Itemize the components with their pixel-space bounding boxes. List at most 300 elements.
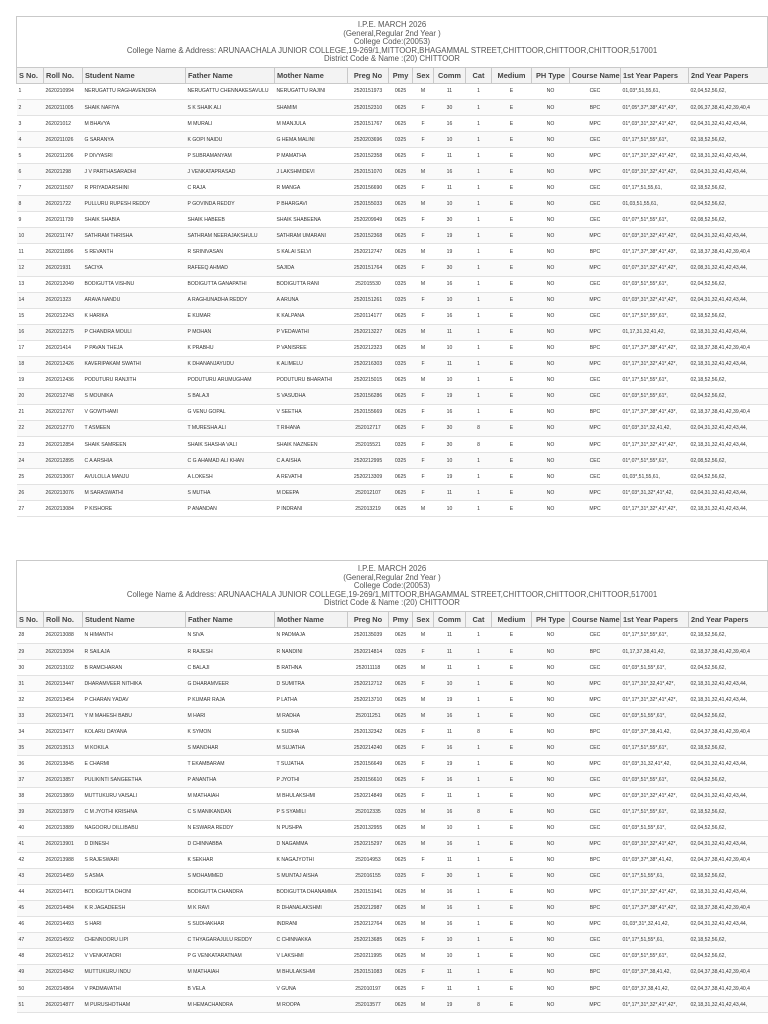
cell-student-name: P DIVYASRI bbox=[83, 148, 186, 164]
cell-student-name: KOLARU DAYANA bbox=[83, 724, 186, 740]
cell-course-name: MPC bbox=[570, 836, 621, 852]
table-row bbox=[17, 372, 768, 388]
cell-cat: 1 bbox=[466, 772, 492, 788]
cell-first-year-papers: 01,17,37,38,41,42, bbox=[621, 644, 689, 660]
table-row bbox=[17, 820, 768, 836]
cell-second-year-papers: 02,04,37,38,41,42,39,40,4 bbox=[689, 724, 768, 740]
cell-comm: 16 bbox=[434, 708, 466, 724]
cell-cat: 1 bbox=[466, 916, 492, 932]
cell-ph-type: NO bbox=[532, 884, 570, 900]
cell-roll-no: 2620213102 bbox=[44, 660, 83, 676]
cell-course-name: BPC bbox=[570, 100, 621, 116]
cell-cat: 1 bbox=[466, 340, 492, 356]
cell-student-name: PULIKINTI SANGEETHA bbox=[83, 772, 186, 788]
cell-sex: F bbox=[413, 868, 434, 884]
cell-preg-no: 2520212712 bbox=[348, 676, 389, 692]
cell-medium: E bbox=[492, 83, 532, 99]
cell-course-name: CEC bbox=[570, 308, 621, 324]
cell-comm: 30 bbox=[434, 100, 466, 116]
table-row bbox=[17, 740, 768, 756]
cell-mother-name: A ARUNA bbox=[275, 292, 348, 308]
cell-student-name: N HIMANTH bbox=[83, 627, 186, 643]
cell-comm: 30 bbox=[434, 437, 466, 453]
cell-pmy: 0625 bbox=[389, 83, 413, 99]
cell-sex: M bbox=[413, 164, 434, 180]
cell-student-name: AVULOLLA MANJU bbox=[83, 469, 186, 485]
cell-first-year-papers: 01*,07*,51*,55*,61*, bbox=[621, 453, 689, 469]
cell-second-year-papers: 02,18,37,38,41,42,39,40,4 bbox=[689, 644, 768, 660]
exam-title: I.P.E. MARCH 2026 bbox=[357, 564, 427, 573]
cell-sex: M bbox=[413, 692, 434, 708]
cell-mother-name: G HEMA MALINI bbox=[275, 132, 348, 148]
cell-ph-type: NO bbox=[532, 660, 570, 676]
table-row bbox=[17, 404, 768, 420]
cell-first-year-papers: 01*,03*,31*,32*,41*,42*, bbox=[621, 116, 689, 132]
cell-cat: 1 bbox=[466, 308, 492, 324]
cell-roll-no: 2620211206 bbox=[44, 148, 83, 164]
cell-course-name: MPC bbox=[570, 997, 621, 1013]
cell-roll-no: 2620211005 bbox=[44, 100, 83, 116]
cell-sex: F bbox=[413, 356, 434, 372]
cell-first-year-papers: 01*,17*,37*,38*,41*,43*, bbox=[621, 404, 689, 420]
cell-father-name: M HARI bbox=[186, 708, 275, 724]
cell-roll-no: 2620213094 bbox=[44, 644, 83, 660]
cell-ph-type: NO bbox=[532, 260, 570, 276]
cell-preg-no: 2520132342 bbox=[348, 724, 389, 740]
cell-cat: 1 bbox=[466, 884, 492, 900]
cell-roll-no: 2620211739 bbox=[44, 212, 83, 228]
cell-roll-no: 2620214471 bbox=[44, 884, 83, 900]
cell-comm: 11 bbox=[434, 356, 466, 372]
cell-course-name: CEC bbox=[570, 772, 621, 788]
table-row bbox=[17, 660, 768, 676]
cell-roll-no: 2620214877 bbox=[44, 997, 83, 1013]
cell-second-year-papers: 02,04,31,32,41,42,43,44, bbox=[689, 916, 768, 932]
cell-course-name: MPC bbox=[570, 676, 621, 692]
cell-ph-type: NO bbox=[532, 276, 570, 292]
cell-medium: E bbox=[492, 948, 532, 964]
cell-sno: 13 bbox=[17, 276, 44, 292]
cell-father-name: C BALAJI bbox=[186, 660, 275, 676]
cell-medium: E bbox=[492, 212, 532, 228]
cell-cat: 1 bbox=[466, 356, 492, 372]
cell-ph-type: NO bbox=[532, 804, 570, 820]
district-name: District Code & Name :(20) CHITTOOR bbox=[324, 54, 460, 64]
cell-medium: E bbox=[492, 356, 532, 372]
cell-father-name: P ANANDAN bbox=[186, 501, 275, 517]
cell-sno: 45 bbox=[17, 900, 44, 916]
college-address: College Name & Address: ARUNAACHALA JUNIOR COLLEGE,19-269/1,MITTOOR,BHAGAMMAL STREET,CHITTOOR,CHITTOOR,CHITTOOR,517001 bbox=[126, 45, 658, 55]
cell-comm: 10 bbox=[434, 501, 466, 517]
cell-roll-no: 2620212426 bbox=[44, 356, 83, 372]
cell-student-name: SHAIK NAFIYA bbox=[83, 100, 186, 116]
column-header-pmy: Pmy bbox=[389, 67, 413, 83]
cell-ph-type: NO bbox=[532, 501, 570, 517]
cell-medium: E bbox=[492, 852, 532, 868]
cell-pmy: 0625 bbox=[389, 372, 413, 388]
cell-medium: E bbox=[492, 804, 532, 820]
cell-ph-type: NO bbox=[532, 244, 570, 260]
cell-course-name: BPC bbox=[570, 404, 621, 420]
cell-ph-type: NO bbox=[532, 292, 570, 308]
cell-roll-no: 2620213845 bbox=[44, 756, 83, 772]
cell-sno: 39 bbox=[17, 804, 44, 820]
cell-course-name: CEC bbox=[570, 660, 621, 676]
table-row bbox=[17, 148, 768, 164]
column-header-preg-no: Preg No bbox=[348, 611, 389, 627]
cell-preg-no: 252015530 bbox=[348, 276, 389, 292]
cell-medium: E bbox=[492, 388, 532, 404]
column-header-first-year-papers: 1st Year Papers bbox=[621, 67, 689, 83]
column-header-second-year-papers: 2nd Year Papers bbox=[689, 611, 768, 627]
cell-sex: M bbox=[413, 660, 434, 676]
cell-comm: 19 bbox=[434, 469, 466, 485]
cell-cat: 1 bbox=[466, 708, 492, 724]
cell-second-year-papers: 02,04,31,32,41,42,43,44, bbox=[689, 420, 768, 436]
cell-cat: 8 bbox=[466, 437, 492, 453]
cell-roll-no: 2620214493 bbox=[44, 916, 83, 932]
cell-preg-no: 252016155 bbox=[348, 868, 389, 884]
cell-course-name: MPC bbox=[570, 501, 621, 517]
table-body bbox=[17, 627, 768, 1012]
cell-sno: 12 bbox=[17, 260, 44, 276]
cell-student-name: M KOKILA bbox=[83, 740, 186, 756]
table-row bbox=[17, 292, 768, 308]
cell-medium: E bbox=[492, 404, 532, 420]
cell-sex: M bbox=[413, 916, 434, 932]
cell-father-name: T MURESHA ALI bbox=[186, 420, 275, 436]
cell-pmy: 0625 bbox=[389, 740, 413, 756]
cell-first-year-papers: 01,03*,31*,32,41,42, bbox=[621, 916, 689, 932]
cell-first-year-papers: 01*,03*,37,38,41,42, bbox=[621, 981, 689, 997]
cell-father-name: K GOPI NAIDU bbox=[186, 132, 275, 148]
cell-medium: E bbox=[492, 420, 532, 436]
cell-mother-name: N PADMAJA bbox=[275, 627, 348, 643]
cell-roll-no: 262021414 bbox=[44, 340, 83, 356]
column-header-roll-no: Roll No. bbox=[44, 611, 83, 627]
cell-pmy: 0625 bbox=[389, 485, 413, 501]
table-row bbox=[17, 212, 768, 228]
cell-sno: 32 bbox=[17, 692, 44, 708]
document-page-1 bbox=[16, 16, 768, 530]
cell-pmy: 0625 bbox=[389, 932, 413, 948]
cell-medium: E bbox=[492, 244, 532, 260]
cell-course-name: CEC bbox=[570, 948, 621, 964]
cell-course-name: MPC bbox=[570, 228, 621, 244]
cell-first-year-papers: 01*,17*,31*,32*,41*,42*, bbox=[621, 997, 689, 1013]
cell-medium: E bbox=[492, 260, 532, 276]
cell-student-name: S REVANTH bbox=[83, 244, 186, 260]
cell-mother-name: SHAIK NAZNEEN bbox=[275, 437, 348, 453]
cell-comm: 16 bbox=[434, 308, 466, 324]
cell-cat: 1 bbox=[466, 132, 492, 148]
cell-roll-no: 2620213477 bbox=[44, 724, 83, 740]
cell-cat: 1 bbox=[466, 836, 492, 852]
cell-mother-name: BODIGUTTA DHANAMMA bbox=[275, 884, 348, 900]
cell-sno: 33 bbox=[17, 708, 44, 724]
cell-mother-name: C A AISHA bbox=[275, 453, 348, 469]
cell-pmy: 0325 bbox=[389, 453, 413, 469]
cell-comm: 16 bbox=[434, 804, 466, 820]
cell-pmy: 0625 bbox=[389, 196, 413, 212]
cell-student-name: P PAVAN THEJA bbox=[83, 340, 186, 356]
cell-roll-no: 2620213901 bbox=[44, 836, 83, 852]
cell-comm: 19 bbox=[434, 228, 466, 244]
table-row bbox=[17, 708, 768, 724]
cell-second-year-papers: 02,18,31,32,41,42,43,44, bbox=[689, 501, 768, 517]
cell-medium: E bbox=[492, 276, 532, 292]
cell-medium: E bbox=[492, 292, 532, 308]
cell-sno: 10 bbox=[17, 228, 44, 244]
cell-course-name: CEC bbox=[570, 627, 621, 643]
cell-student-name: D DINESH bbox=[83, 836, 186, 852]
cell-ph-type: NO bbox=[532, 388, 570, 404]
cell-sex: M bbox=[413, 324, 434, 340]
cell-sno: 23 bbox=[17, 437, 44, 453]
cell-course-name: CEC bbox=[570, 388, 621, 404]
cell-father-name: BODIGUTTA GANAPATHI bbox=[186, 276, 275, 292]
cell-ph-type: NO bbox=[532, 148, 570, 164]
cell-father-name: SHAIK HABEEB bbox=[186, 212, 275, 228]
cell-course-name: MPC bbox=[570, 437, 621, 453]
cell-pmy: 0625 bbox=[389, 788, 413, 804]
cell-roll-no: 2620211507 bbox=[44, 180, 83, 196]
cell-roll-no: 2620213879 bbox=[44, 804, 83, 820]
cell-preg-no: 2520151083 bbox=[348, 964, 389, 980]
cell-student-name: V PADMAVATHI bbox=[83, 981, 186, 997]
cell-ph-type: NO bbox=[532, 356, 570, 372]
cell-first-year-papers: 01*,17*,51*,55*,61*, bbox=[621, 132, 689, 148]
column-header-course-name: Course Name bbox=[570, 67, 621, 83]
table-header-row bbox=[17, 67, 768, 83]
cell-roll-no: 2620213076 bbox=[44, 485, 83, 501]
cell-sno: 40 bbox=[17, 820, 44, 836]
cell-medium: E bbox=[492, 453, 532, 469]
cell-father-name: S MUTHA bbox=[186, 485, 275, 501]
cell-second-year-papers: 02,08,52,56,62, bbox=[689, 212, 768, 228]
cell-pmy: 0625 bbox=[389, 501, 413, 517]
table-row bbox=[17, 756, 768, 772]
cell-preg-no: 2520212987 bbox=[348, 900, 389, 916]
cell-sex: M bbox=[413, 372, 434, 388]
cell-pmy: 0625 bbox=[389, 164, 413, 180]
cell-medium: E bbox=[492, 372, 532, 388]
cell-mother-name: SHAIK SHABEENA bbox=[275, 212, 348, 228]
table-row bbox=[17, 228, 768, 244]
cell-second-year-papers: 02,18,31,32,41,42,43,44, bbox=[689, 437, 768, 453]
cell-second-year-papers: 02,08,31,32,41,42,43,44, bbox=[689, 260, 768, 276]
cell-course-name: BPC bbox=[570, 852, 621, 868]
column-header-comm: Comm bbox=[434, 611, 466, 627]
cell-course-name: BPC bbox=[570, 724, 621, 740]
cell-pmy: 0625 bbox=[389, 340, 413, 356]
cell-second-year-papers: 02,04,31,32,41,42,43,44, bbox=[689, 836, 768, 852]
cell-first-year-papers: 01*,17*,51*,55*,61*, bbox=[621, 740, 689, 756]
cell-preg-no: 2520203696 bbox=[348, 132, 389, 148]
cell-roll-no: 2620212436 bbox=[44, 372, 83, 388]
cell-father-name: SATHRAM NEERAJAKSHULU bbox=[186, 228, 275, 244]
cell-mother-name: V SEETHA bbox=[275, 404, 348, 420]
column-header-medium: Medium bbox=[492, 611, 532, 627]
cell-mother-name: P LATHA bbox=[275, 692, 348, 708]
cell-medium: E bbox=[492, 932, 532, 948]
cell-roll-no: 262021012 bbox=[44, 116, 83, 132]
cell-roll-no: 2620214484 bbox=[44, 900, 83, 916]
cell-cat: 1 bbox=[466, 212, 492, 228]
document-page-2 bbox=[16, 560, 768, 1024]
cell-cat: 1 bbox=[466, 372, 492, 388]
cell-preg-no: 2520151070 bbox=[348, 164, 389, 180]
cell-roll-no: 2620212748 bbox=[44, 388, 83, 404]
cell-roll-no: 2620213088 bbox=[44, 627, 83, 643]
cell-ph-type: NO bbox=[532, 868, 570, 884]
cell-pmy: 0325 bbox=[389, 276, 413, 292]
column-header-ph-type: PH Type bbox=[532, 611, 570, 627]
cell-sno: 41 bbox=[17, 836, 44, 852]
cell-second-year-papers: 02,18,37,38,41,42,39,40,4 bbox=[689, 900, 768, 916]
cell-medium: E bbox=[492, 788, 532, 804]
column-header-comm: Comm bbox=[434, 67, 466, 83]
cell-first-year-papers: 01*,17*,31*,32,41*,42*, bbox=[621, 676, 689, 692]
cell-second-year-papers: 02,18,52,56,62, bbox=[689, 308, 768, 324]
cell-student-name: SHAIK SHABIA bbox=[83, 212, 186, 228]
cell-ph-type: NO bbox=[532, 740, 570, 756]
cell-second-year-papers: 02,04,52,56,62, bbox=[689, 83, 768, 99]
cell-cat: 1 bbox=[466, 324, 492, 340]
cell-father-name: S K SHAIK ALI bbox=[186, 100, 275, 116]
cell-second-year-papers: 02,04,31,32,41,42,43,44, bbox=[689, 788, 768, 804]
cell-pmy: 0625 bbox=[389, 724, 413, 740]
cell-pmy: 0625 bbox=[389, 244, 413, 260]
cell-comm: 16 bbox=[434, 916, 466, 932]
cell-father-name: P MOHAN bbox=[186, 324, 275, 340]
page-header bbox=[16, 16, 768, 67]
table-row bbox=[17, 852, 768, 868]
cell-second-year-papers: 02,18,31,32,41,42,43,44, bbox=[689, 676, 768, 692]
cell-roll-no: 2620214512 bbox=[44, 948, 83, 964]
cell-sno: 51 bbox=[17, 997, 44, 1013]
cell-ph-type: NO bbox=[532, 196, 570, 212]
cell-ph-type: NO bbox=[532, 100, 570, 116]
cell-father-name: C THYAGARAJULU REDDY bbox=[186, 932, 275, 948]
cell-second-year-papers: 02,04,52,56,62, bbox=[689, 388, 768, 404]
cell-cat: 1 bbox=[466, 260, 492, 276]
cell-second-year-papers: 02,04,52,56,62, bbox=[689, 772, 768, 788]
cell-sno: 37 bbox=[17, 772, 44, 788]
cell-student-name: PODUTURU RANJITH bbox=[83, 372, 186, 388]
cell-pmy: 0325 bbox=[389, 292, 413, 308]
cell-first-year-papers: 01*,03*,37*,38,41,42, bbox=[621, 724, 689, 740]
column-header-sno: S No. bbox=[17, 67, 44, 83]
cell-pmy: 0625 bbox=[389, 324, 413, 340]
table-row bbox=[17, 788, 768, 804]
cell-course-name: BPC bbox=[570, 244, 621, 260]
column-header-sex: Sex bbox=[413, 611, 434, 627]
cell-course-name: MPC bbox=[570, 356, 621, 372]
cell-second-year-papers: 02,04,31,32,41,42,43,44, bbox=[689, 292, 768, 308]
table-row bbox=[17, 340, 768, 356]
cell-sex: F bbox=[413, 228, 434, 244]
cell-ph-type: NO bbox=[532, 916, 570, 932]
cell-comm: 30 bbox=[434, 868, 466, 884]
cell-father-name: G VENU GOPAL bbox=[186, 404, 275, 420]
cell-pmy: 0625 bbox=[389, 884, 413, 900]
cell-roll-no: 2620210994 bbox=[44, 83, 83, 99]
column-header-mother-name: Mother Name bbox=[275, 611, 348, 627]
cell-first-year-papers: 01*,17*,31*,32*,41*,42*, bbox=[621, 148, 689, 164]
cell-comm: 11 bbox=[434, 627, 466, 643]
cell-sex: F bbox=[413, 964, 434, 980]
cell-medium: E bbox=[492, 836, 532, 852]
cell-course-name: MPC bbox=[570, 116, 621, 132]
cell-preg-no: 2520213227 bbox=[348, 324, 389, 340]
cell-course-name: MPC bbox=[570, 148, 621, 164]
cell-first-year-papers: 01*,03*,31*,32*,41*,42*, bbox=[621, 292, 689, 308]
cell-sex: F bbox=[413, 260, 434, 276]
column-header-ph-type: PH Type bbox=[532, 67, 570, 83]
cell-preg-no: 2520214240 bbox=[348, 740, 389, 756]
cell-cat: 1 bbox=[466, 100, 492, 116]
table-row bbox=[17, 132, 768, 148]
cell-pmy: 0625 bbox=[389, 836, 413, 852]
cell-mother-name: B RATHNA bbox=[275, 660, 348, 676]
cell-cat: 1 bbox=[466, 501, 492, 517]
cell-second-year-papers: 02,04,31,32,41,42,43,44, bbox=[689, 485, 768, 501]
cell-roll-no: 2620213067 bbox=[44, 469, 83, 485]
cell-preg-no: 2520151941 bbox=[348, 884, 389, 900]
cell-first-year-papers: 01*,07*,51*,55*,61*, bbox=[621, 212, 689, 228]
cell-comm: 11 bbox=[434, 788, 466, 804]
cell-mother-name: C CHINNAKKA bbox=[275, 932, 348, 948]
cell-first-year-papers: 01*,03*,31*,32*,41*,42*, bbox=[621, 164, 689, 180]
cell-second-year-papers: 02,18,52,56,62, bbox=[689, 932, 768, 948]
cell-pmy: 0625 bbox=[389, 852, 413, 868]
table-row bbox=[17, 644, 768, 660]
cell-cat: 1 bbox=[466, 83, 492, 99]
cell-pmy: 0625 bbox=[389, 148, 413, 164]
cell-father-name: BODIGUTTA CHANDRA bbox=[186, 884, 275, 900]
cell-mother-name: P MAMATHA bbox=[275, 148, 348, 164]
cell-student-name: Y M MAHESH BABU bbox=[83, 708, 186, 724]
cell-course-name: MPC bbox=[570, 260, 621, 276]
cell-father-name: P ANANTHA bbox=[186, 772, 275, 788]
cell-pmy: 0625 bbox=[389, 404, 413, 420]
cell-father-name: RAFEEQ AHMAD bbox=[186, 260, 275, 276]
cell-preg-no: 2520151764 bbox=[348, 260, 389, 276]
cell-cat: 1 bbox=[466, 756, 492, 772]
table-row bbox=[17, 724, 768, 740]
cell-course-name: BPC bbox=[570, 981, 621, 997]
cell-pmy: 0625 bbox=[389, 676, 413, 692]
cell-preg-no: 252013219 bbox=[348, 501, 389, 517]
column-header-father-name: Father Name bbox=[186, 67, 275, 83]
cell-cat: 1 bbox=[466, 148, 492, 164]
cell-comm: 10 bbox=[434, 132, 466, 148]
cell-second-year-papers: 02,18,52,56,62, bbox=[689, 868, 768, 884]
cell-comm: 10 bbox=[434, 453, 466, 469]
cell-father-name: C S MANIKANDAN bbox=[186, 804, 275, 820]
table-row bbox=[17, 981, 768, 997]
cell-medium: E bbox=[492, 340, 532, 356]
cell-second-year-papers: 02,18,52,56,62, bbox=[689, 372, 768, 388]
cell-second-year-papers: 02,18,31,32,41,42,43,44, bbox=[689, 324, 768, 340]
column-header-pmy: Pmy bbox=[389, 611, 413, 627]
cell-ph-type: NO bbox=[532, 485, 570, 501]
cell-sex: F bbox=[413, 469, 434, 485]
cell-second-year-papers: 02,04,52,56,62, bbox=[689, 948, 768, 964]
cell-course-name: CEC bbox=[570, 83, 621, 99]
cell-course-name: MPC bbox=[570, 756, 621, 772]
